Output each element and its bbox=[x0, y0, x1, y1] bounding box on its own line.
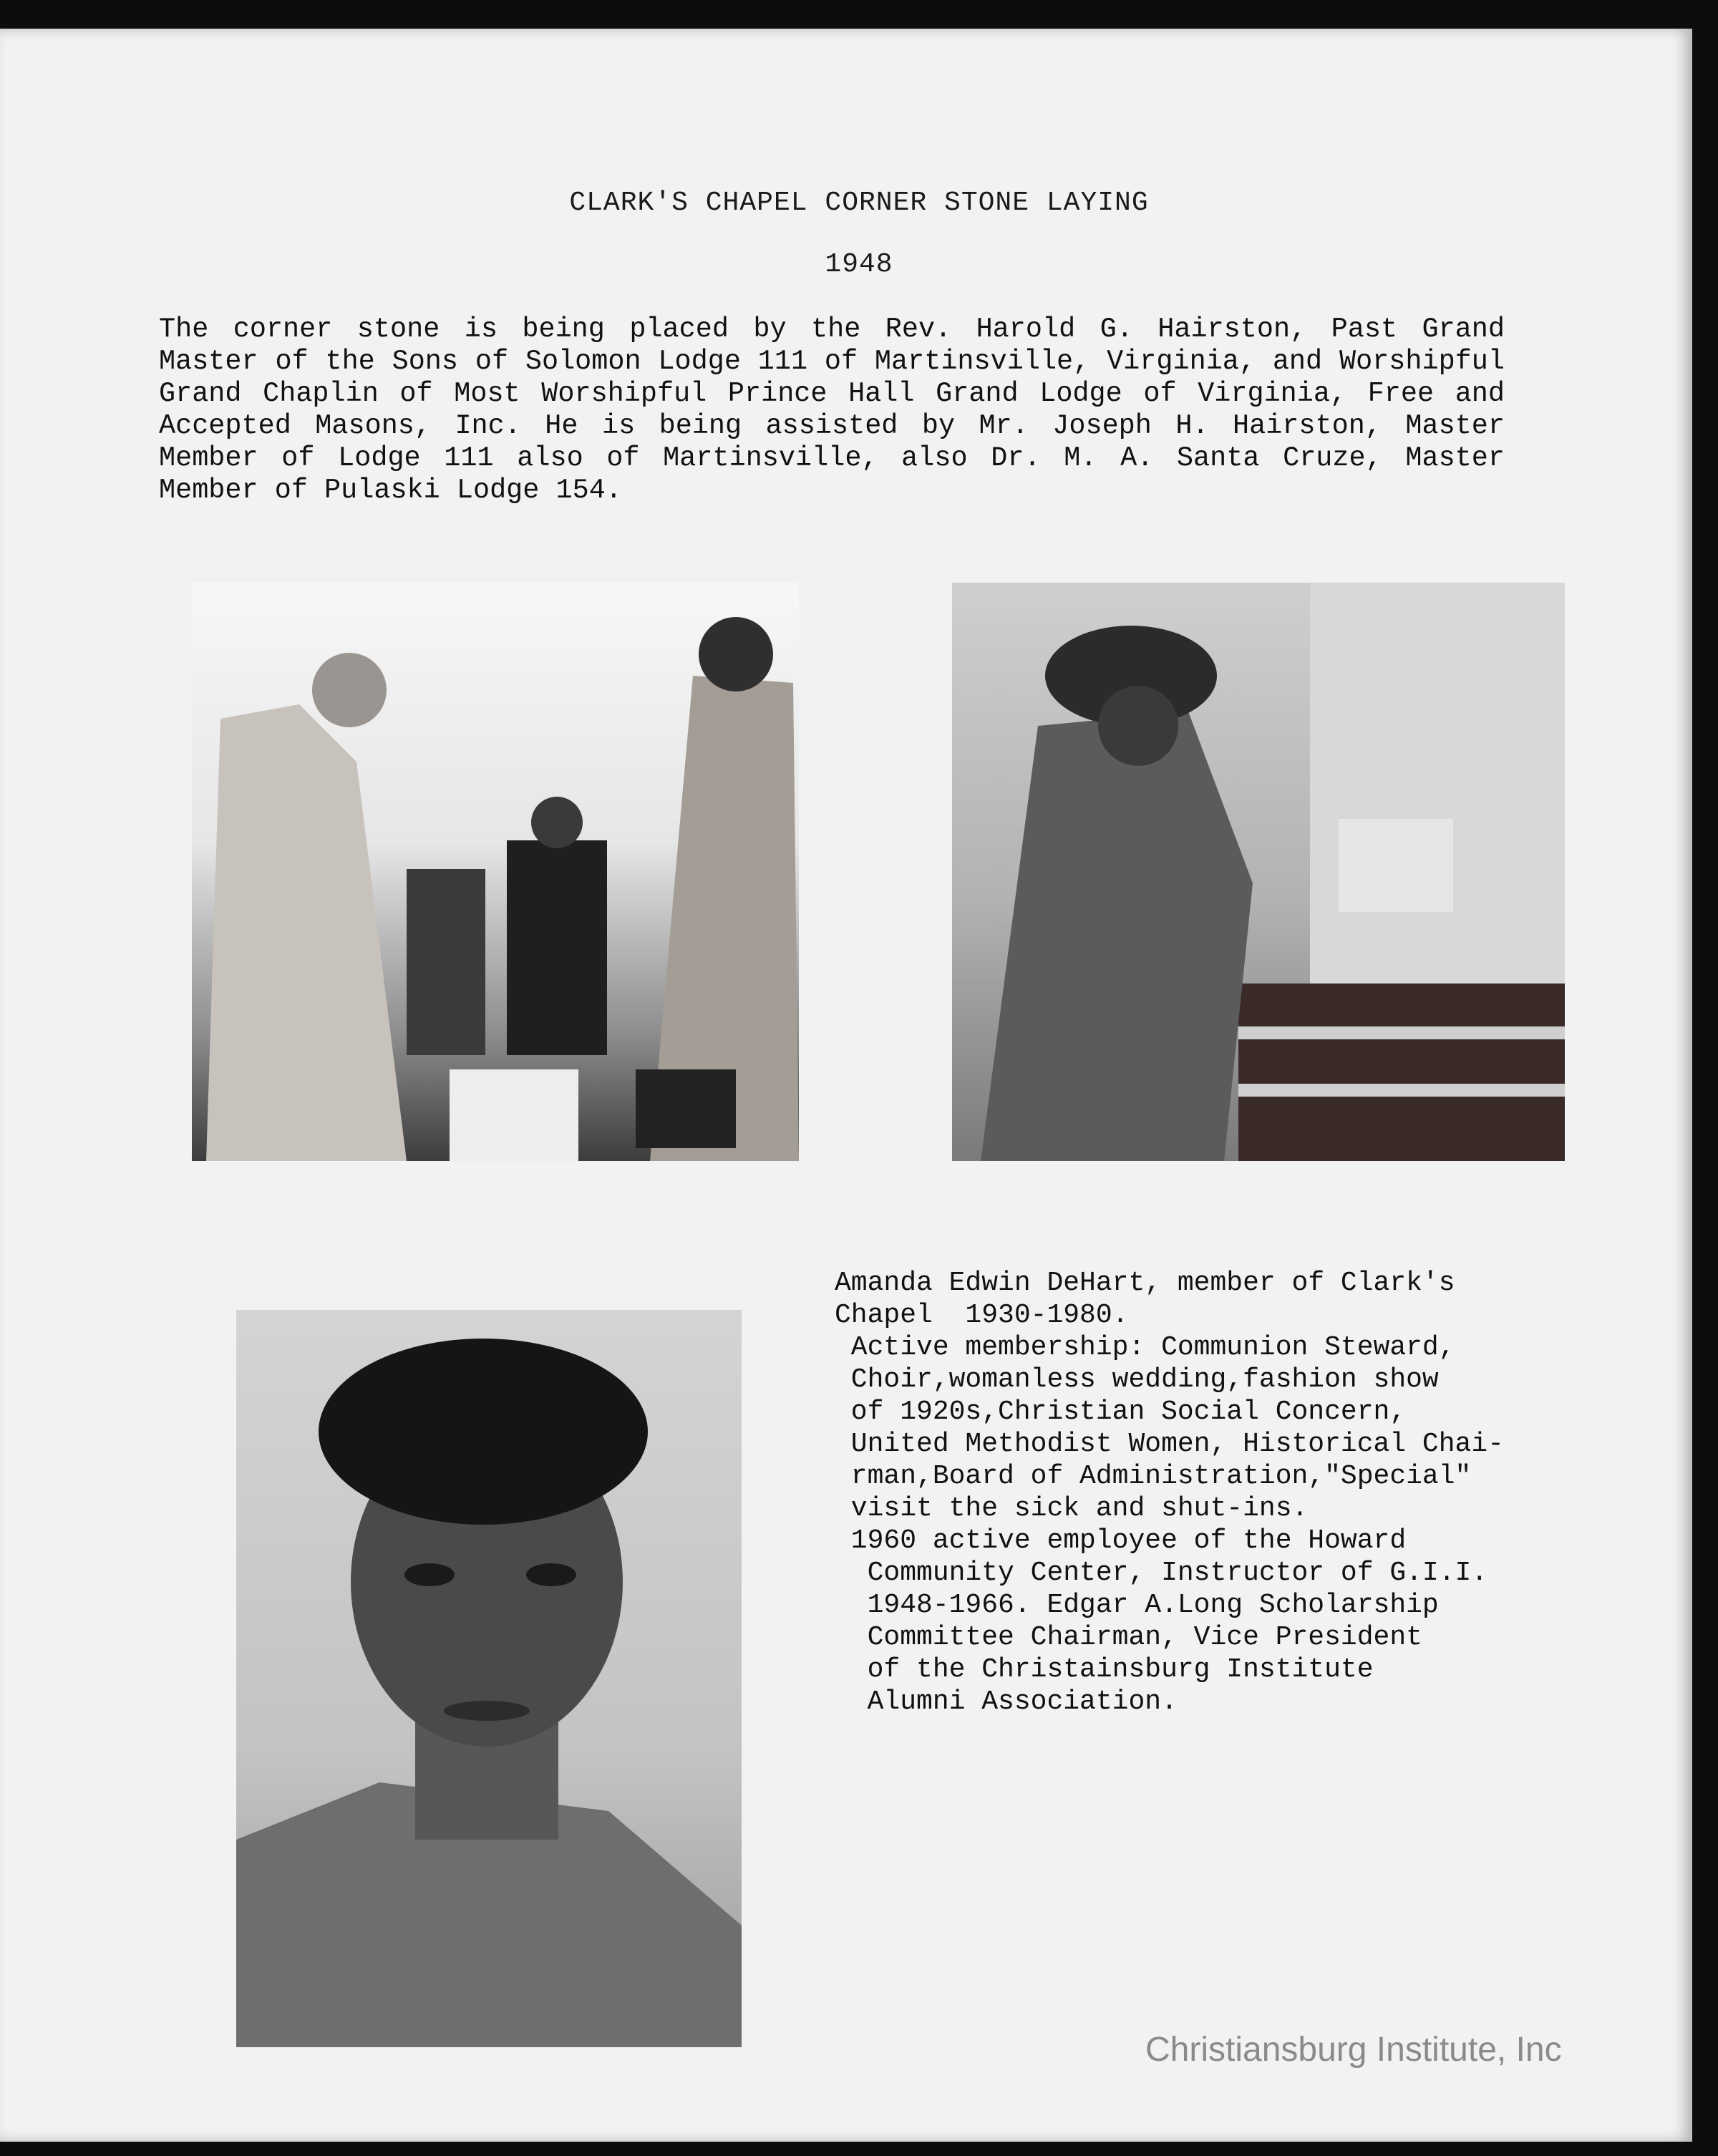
caption-line: Committee Chairman, Vice President bbox=[835, 1622, 1422, 1653]
caption-line: Alumni Association. bbox=[835, 1686, 1178, 1717]
caption-line: of 1920s,Christian Social Concern, bbox=[835, 1397, 1407, 1427]
caption-line: Chapel 1930-1980. bbox=[835, 1300, 1129, 1331]
caption-line: Active membership: Communion Steward, bbox=[835, 1332, 1455, 1363]
caption-line: United Methodist Women, Historical Chai- bbox=[835, 1429, 1504, 1460]
caption-line: of the Christainsburg Institute bbox=[835, 1654, 1374, 1685]
caption-line: Amanda Edwin DeHart, member of Clark's bbox=[835, 1268, 1455, 1298]
caption-line: 1948-1966. Edgar A.Long Scholarship bbox=[835, 1590, 1439, 1621]
document-year: 1948 bbox=[825, 249, 893, 280]
portrait-caption bbox=[835, 1267, 1536, 1718]
intro-paragraph: The corner stone is being placed by the Rev. Harold G. Hairston, Past Grand Master of the Sons of Solomon Lodge 111 of Martinsville, Virginia, and Worshipful Grand Chaplin of Most Worshipful Prince Hall Grand Lodge of Virginia, Free and Accepted Masons, Inc. He is being assisted by Mr. Joseph H. Hairston, Master Member of Lodge 111 also of Martinsville, also Dr. M. A. Santa Cruze, Master Member of Pulaski Lodge 154. bbox=[159, 314, 1505, 506]
caption-line: visit the sick and shut-ins. bbox=[835, 1493, 1309, 1524]
caption-line: rman,Board of Administration,"Special" bbox=[835, 1461, 1472, 1492]
portrait-photo bbox=[236, 1310, 742, 2047]
cornerstone-placement-photo bbox=[952, 583, 1565, 1161]
archive-watermark: Christiansburg Institute, Inc bbox=[1145, 2031, 1562, 2069]
caption-line: 1960 active employee of the Howard bbox=[835, 1525, 1407, 1556]
document-title: CLARK'S CHAPEL CORNER STONE LAYING bbox=[569, 188, 1149, 218]
caption-line: Choir,womanless wedding,fashion show bbox=[835, 1364, 1439, 1395]
caption-line: Community Center, Instructor of G.I.I. bbox=[835, 1558, 1488, 1588]
ceremony-crowd-photo bbox=[192, 583, 799, 1161]
